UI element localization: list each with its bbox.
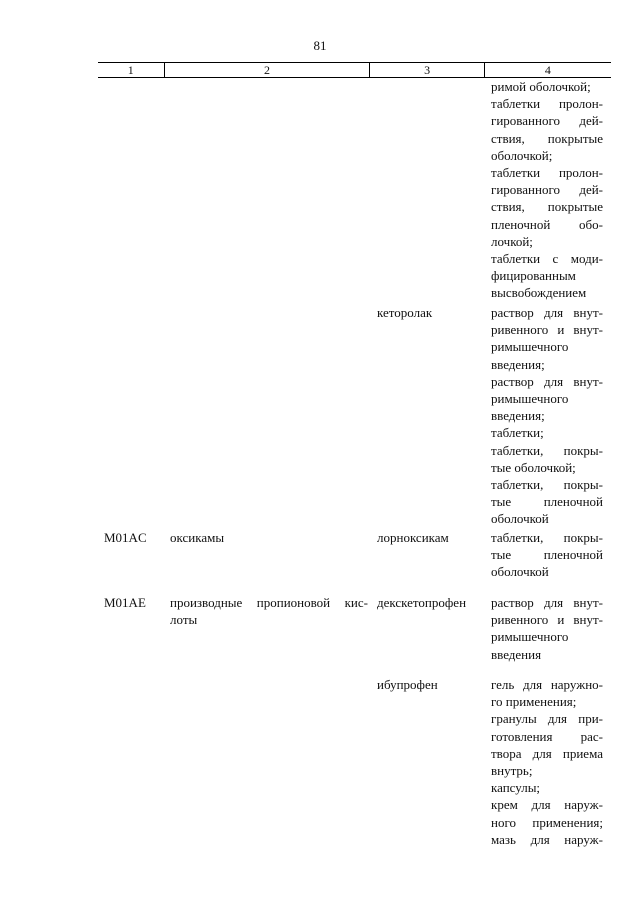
text-line: ствия, покрытые bbox=[491, 199, 603, 215]
text-line: гранулы для при- bbox=[491, 711, 603, 727]
text-line: тые оболочкой; bbox=[491, 459, 576, 475]
text-line: внутрь; bbox=[491, 763, 533, 779]
atc-code: M01AE bbox=[104, 595, 146, 610]
text-line: ривенного и внут- bbox=[491, 612, 603, 628]
header-col-2: 2 bbox=[164, 63, 370, 77]
text-line: ривенного и внут- bbox=[491, 322, 603, 338]
text-line: римышечного bbox=[491, 391, 569, 407]
text-line: оболочкой; bbox=[491, 147, 553, 163]
drug-name: лорноксикам bbox=[377, 530, 449, 545]
text-line: таблетки пролон- bbox=[491, 165, 603, 181]
text-line: введения; bbox=[491, 356, 545, 372]
text-line: таблетки, покры- bbox=[491, 442, 603, 458]
text-line: ного применения; bbox=[491, 814, 603, 830]
text-line: тые пленочной bbox=[491, 494, 603, 510]
text-line: оболочкой bbox=[491, 511, 549, 527]
text-line: раствор для внут- bbox=[491, 595, 603, 610]
text-line: крем для наруж- bbox=[491, 797, 603, 813]
text-line: римышечного bbox=[491, 339, 569, 355]
text-line: римышечного bbox=[491, 629, 569, 645]
drug-name: ибупрофен bbox=[377, 677, 438, 692]
text-line: таблетки пролон- bbox=[491, 96, 603, 112]
text-line: твора для приема bbox=[491, 745, 603, 761]
header-col-3: 3 bbox=[369, 63, 483, 77]
text-line: введения bbox=[491, 646, 542, 662]
forms-cell bbox=[491, 304, 603, 528]
text-line: фицированным bbox=[491, 268, 576, 284]
text-line: лоты bbox=[170, 612, 198, 628]
text-line: гель для наружно- bbox=[491, 677, 603, 692]
text-line: таблетки, покры- bbox=[491, 530, 603, 545]
text-line: раствор для внут- bbox=[491, 373, 603, 389]
text-line: таблетки с моди- bbox=[491, 251, 603, 267]
group-name bbox=[170, 529, 370, 546]
text-line: производные пропионовой кис- bbox=[170, 595, 368, 610]
drug-name: кеторолак bbox=[377, 305, 433, 320]
header-col-4: 4 bbox=[484, 63, 611, 77]
atc-code: M01AC bbox=[104, 530, 147, 545]
text-line: гированного дей- bbox=[491, 182, 603, 198]
text-line: го применения; bbox=[491, 694, 577, 710]
text-line: раствор для внут- bbox=[491, 305, 603, 320]
text-line: пленочной обо- bbox=[491, 216, 603, 232]
text-line: таблетки, покры- bbox=[491, 477, 603, 493]
text-line: ствия, покрытые bbox=[491, 130, 603, 146]
forms-cell bbox=[491, 78, 603, 302]
forms-cell bbox=[491, 594, 603, 663]
header-col-1: 1 bbox=[127, 63, 134, 77]
text-line: оксикамы bbox=[170, 530, 225, 545]
drug-name: декскетопрофен bbox=[377, 595, 467, 610]
text-line: мазь для наруж- bbox=[491, 831, 603, 847]
text-line: готовления рас- bbox=[491, 728, 603, 744]
text-line: гированного дей- bbox=[491, 113, 603, 129]
text-line: тые пленочной bbox=[491, 547, 603, 563]
text-line: оболочкой bbox=[491, 564, 549, 580]
page-number: 81 bbox=[313, 38, 327, 53]
text-line: введения; bbox=[491, 408, 545, 424]
group-name bbox=[170, 594, 368, 628]
text-line: таблетки; bbox=[491, 425, 544, 441]
forms-cell bbox=[491, 676, 603, 848]
text-line: высвобождением bbox=[491, 285, 587, 301]
text-line: лочкой; bbox=[491, 233, 533, 249]
forms-cell bbox=[491, 529, 603, 581]
text-line: капсулы; bbox=[491, 780, 541, 796]
table-header bbox=[98, 62, 611, 78]
text-line: римой оболочкой; bbox=[491, 79, 591, 94]
